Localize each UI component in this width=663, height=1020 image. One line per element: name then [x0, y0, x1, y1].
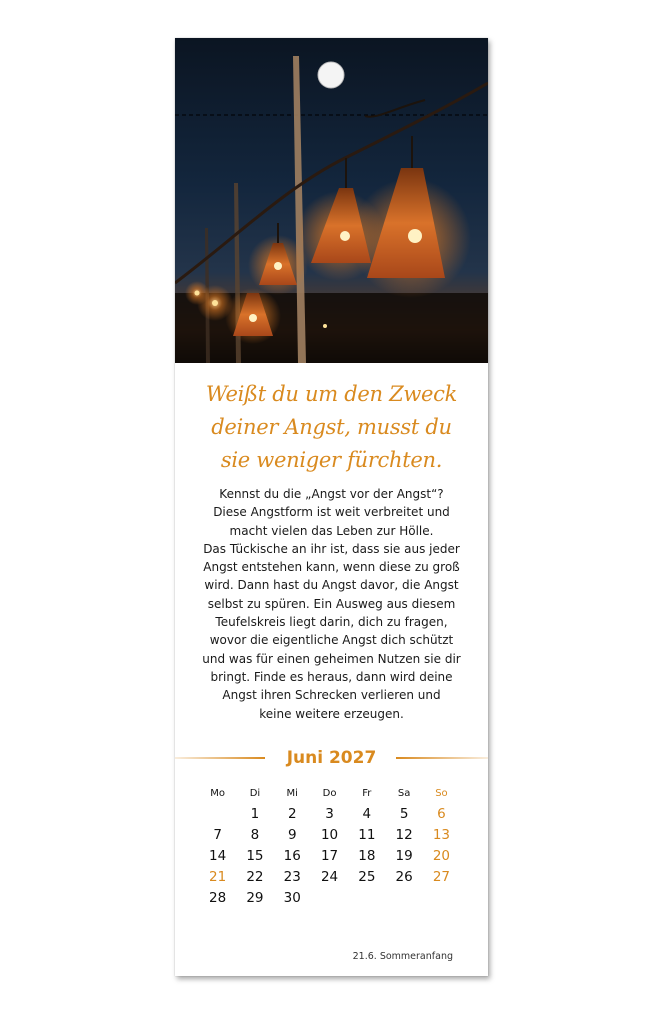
calendar-week — [199, 888, 460, 909]
calendar-empty-cell — [385, 888, 422, 909]
body-line: Das Tückische an ihr ist, dass sie aus jeder — [203, 541, 460, 556]
weekday-label: Do — [322, 788, 337, 799]
calendar-day: 20 — [432, 848, 451, 864]
body-line: Diese Angstform ist weit verbreitet und — [213, 505, 450, 520]
calendar-week — [199, 867, 460, 888]
calendar-empty-cell — [199, 804, 236, 825]
body-line: selbst zu spüren. Ein Ausweg aus diesem — [207, 596, 456, 611]
body-line: Angst entstehen kann, wenn diese zu groß — [203, 560, 460, 575]
calendar-day: 28 — [209, 890, 227, 906]
quote-line: sie weniger fürchten. — [220, 448, 443, 472]
weekday-label: Sa — [397, 788, 411, 799]
body-line: Kennst du die „Angst vor der Angst“? — [219, 487, 444, 501]
calendar-day: 26 — [395, 869, 413, 885]
weekday-label-sunday: So — [435, 788, 448, 799]
body-line: wovor die eigentliche Angst dich schützt — [209, 633, 454, 648]
calendar-day: 27 — [432, 869, 451, 885]
calendar-day: 3 — [325, 806, 334, 822]
body-line: und was für einen geheimen Nutzen sie dir — [202, 651, 461, 666]
weekday-label: Mi — [286, 788, 298, 799]
weekday-label: Fr — [362, 788, 372, 799]
calendar-day: 24 — [320, 869, 339, 885]
calendar-week — [199, 804, 460, 825]
calendar-day: 13 — [432, 827, 451, 843]
calendar-page — [175, 38, 488, 976]
body-line: bringt. Finde es heraus, dann wird deine — [210, 669, 453, 684]
calendar-day: 29 — [246, 890, 264, 906]
calendar-empty-cell — [423, 888, 460, 909]
calendar-empty-cell — [348, 888, 385, 909]
calendar-days — [199, 804, 460, 909]
quote-line: Weißt du um den Zweck — [205, 382, 458, 406]
calendar-day: 5 — [399, 806, 409, 822]
calendar-day: 12 — [395, 827, 413, 843]
calendar-day: 21 — [209, 869, 227, 885]
calendar-day: 19 — [395, 848, 413, 864]
month-header — [175, 744, 488, 772]
calendar-day: 15 — [246, 848, 264, 864]
body-line: Teufelskreis liegt darin, dich zu fragen, — [215, 615, 448, 630]
weekday-label: Di — [249, 788, 261, 799]
weekday-label: Mo — [210, 788, 226, 799]
calendar-day: 25 — [358, 869, 376, 885]
calendar-day: 18 — [358, 848, 376, 864]
quote-line: deiner Angst, musst du — [211, 415, 452, 439]
calendar-day: 11 — [358, 827, 376, 843]
calendar-day: 1 — [250, 806, 260, 822]
calendar-day: 7 — [213, 827, 222, 843]
body-line: Angst ihren Schrecken verlieren und — [222, 688, 441, 703]
calendar-day: 14 — [209, 848, 227, 864]
calendar-day: 9 — [287, 827, 297, 843]
calendar-grid — [199, 784, 460, 909]
calendar-week — [199, 846, 460, 867]
body-line: macht vielen das Leben zur Hölle. — [229, 523, 434, 538]
month-title: Juni 2027 — [286, 748, 377, 768]
calendar-empty-cell — [311, 888, 348, 909]
calendar-day: 16 — [283, 848, 301, 864]
calendar-day: 30 — [283, 890, 301, 906]
calendar-day: 4 — [362, 806, 372, 822]
calendar-day: 10 — [320, 827, 339, 843]
lantern-photo — [175, 38, 488, 363]
body-line: keine weitere erzeugen. — [259, 706, 404, 721]
calendar-day: 6 — [437, 806, 446, 822]
calendar-day: 17 — [320, 848, 339, 864]
calendar-note: 21.6. Sommeranfang — [352, 951, 453, 962]
calendar-day: 22 — [246, 869, 264, 885]
calendar-week — [199, 825, 460, 846]
body-line: wird. Dann hast du Angst davor, die Angst — [204, 578, 459, 593]
weekday-row — [199, 784, 460, 804]
calendar-day: 8 — [250, 827, 260, 843]
body-paragraph — [175, 485, 488, 723]
calendar-day: 23 — [283, 869, 301, 885]
quote-headline — [175, 378, 488, 477]
calendar-day: 2 — [287, 806, 297, 822]
